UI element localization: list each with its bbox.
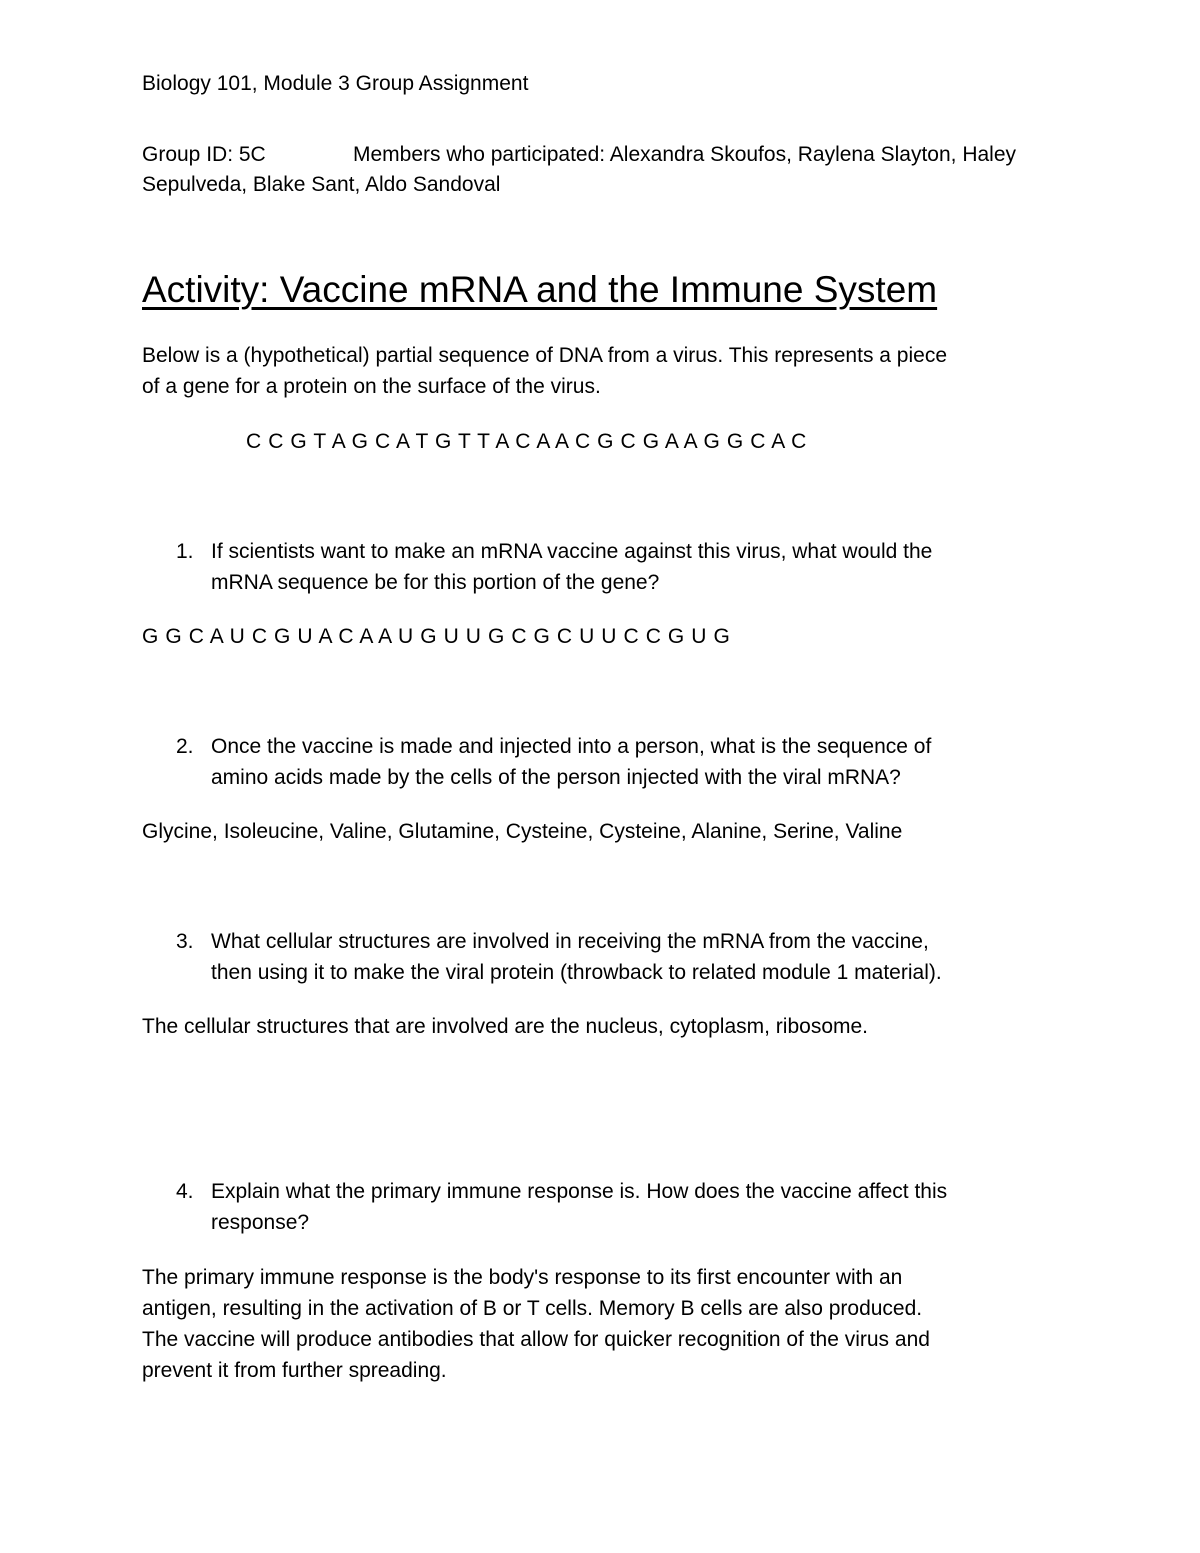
- members-line-2: Sepulveda, Blake Sant, Aldo Sandoval: [142, 173, 501, 196]
- question-3-line-2: then using it to make the viral protein (throwback to related module 1 material).: [211, 961, 942, 984]
- group-id: Group ID: 5C: [142, 143, 266, 166]
- answer-4-line-3: The vaccine will produce antibodies that allow for quicker recognition of the virus and: [142, 1328, 930, 1351]
- question-3-line-1: What cellular structures are involved in receiving the mRNA from the vaccine,: [211, 930, 929, 953]
- dna-sequence: C C G T A G C A T G T T A C A A C G C G A A G G C A C: [246, 430, 807, 453]
- page-title: Activity: Vaccine mRNA and the Immune System: [142, 269, 938, 310]
- answer-4-line-4: prevent it from further spreading.: [142, 1359, 447, 1382]
- question-3-number: 3.: [176, 930, 194, 953]
- answer-4-line-2: antigen, resulting in the activation of B or T cells. Memory B cells are also produced.: [142, 1297, 923, 1320]
- question-4-line-1: Explain what the primary immune response is. How does the vaccine affect this: [211, 1180, 948, 1203]
- question-1-line-2: mRNA sequence be for this portion of the gene?: [211, 571, 660, 594]
- answer-3: The cellular structures that are involved are the nucleus, cytoplasm, ribosome.: [142, 1015, 869, 1038]
- question-2-line-1: Once the vaccine is made and injected into a person, what is the sequence of: [211, 735, 932, 758]
- answer-4-line-1: The primary immune response is the body's response to its first encounter with an: [142, 1266, 903, 1289]
- answer-2: Glycine, Isoleucine, Valine, Glutamine, Cysteine, Cysteine, Alanine, Serine, Valine: [142, 820, 903, 843]
- members-line-1: Members who participated: Alexandra Skoufos, Raylena Slayton, Haley: [353, 143, 1017, 166]
- question-2-number: 2.: [176, 735, 194, 758]
- intro-line-2: of a gene for a protein on the surface of the virus.: [142, 375, 601, 398]
- intro-line-1: Below is a (hypothetical) partial sequence of DNA from a virus. This represents a piece: [142, 344, 947, 367]
- question-4-number: 4.: [176, 1180, 194, 1203]
- course-header: Biology 101, Module 3 Group Assignment: [142, 72, 529, 95]
- question-4-line-2: response?: [211, 1211, 310, 1234]
- answer-1: G G C A U C G U A C A A U G U U G C G C U U C C G U G: [142, 625, 731, 648]
- question-1-number: 1.: [176, 540, 194, 563]
- question-2-line-2: amino acids made by the cells of the person injected with the viral mRNA?: [211, 766, 901, 789]
- question-1-line-1: If scientists want to make an mRNA vaccine against this virus, what would the: [211, 540, 933, 563]
